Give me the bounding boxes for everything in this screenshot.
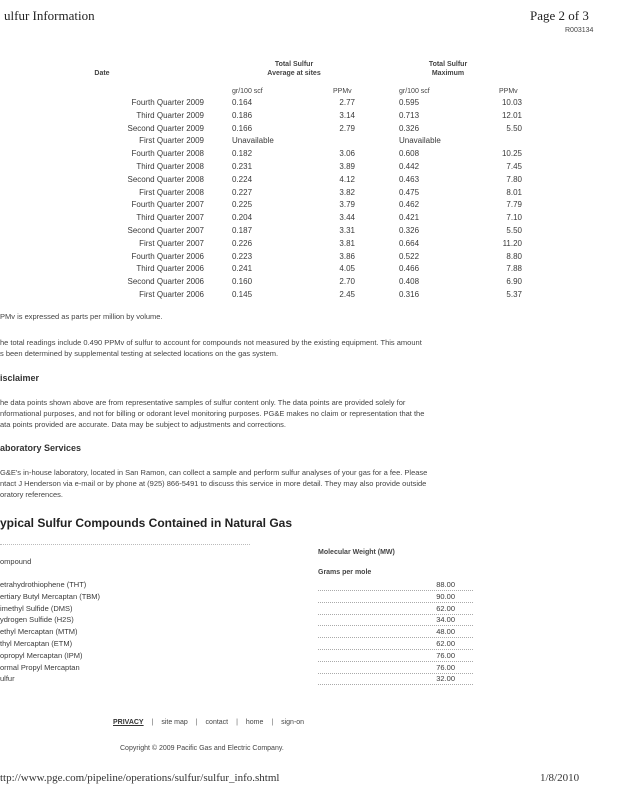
date-cell: First Quarter 2009: [139, 136, 204, 145]
compound-name: thyl Mercaptan (ETM): [0, 639, 73, 648]
laboratory-line2: ntact J Henderson via e-mail or by phone at (925) 866-5491 to discuss this service in more detail. They may also provide outside: [0, 479, 427, 488]
laboratory-line3: oratory references.: [0, 490, 63, 499]
molecular-weight: 90.00: [436, 592, 455, 601]
avg-ppmv-cell: 3.89: [339, 162, 355, 171]
max-ppmv-unit: PPMv: [499, 88, 518, 95]
max-gr-cell: 0.463: [399, 175, 420, 184]
molecular-weight: 62.00: [436, 604, 455, 613]
mw-unit-header: Grams per mole: [318, 569, 372, 576]
row-divider: [318, 661, 473, 662]
avg-ppmv-cell: 3.86: [339, 252, 355, 261]
max-ppmv-cell: 10.03: [501, 98, 522, 107]
row-divider: [318, 602, 473, 603]
disclaimer-line1: he data points shown above are from representative samples of sulfur content only. The data points are provided solely for: [0, 398, 406, 407]
compound-name: ethyl Mercaptan (MTM): [0, 627, 78, 636]
home-link[interactable]: home: [245, 719, 264, 726]
max-gr-cell: 0.462: [399, 200, 420, 209]
avg-ppmv-cell: 3.82: [339, 188, 355, 197]
molecular-weight: 76.00: [436, 651, 455, 660]
avg-gr-unit: gr/100 scf: [232, 88, 263, 95]
footer-separator: |: [195, 719, 198, 726]
max-gr-cell: 0.475: [399, 188, 420, 197]
max-gr-cell: 0.713: [399, 111, 420, 120]
max-ppmv-cell: 8.80: [506, 252, 522, 261]
footer-links: [113, 719, 304, 726]
avg-gr-cell: 0.187: [232, 226, 253, 235]
disclaimer-line3: ata points provided are accurate. Data may be subject to adjustments and corrections.: [0, 420, 286, 429]
avg-gr-cell: 0.241: [232, 264, 253, 273]
average-header-line1: Total Sulfur: [274, 61, 314, 68]
max-ppmv-cell: 7.80: [506, 175, 522, 184]
compounds-heading: ypical Sulfur Compounds Contained in Natural Gas: [0, 516, 293, 530]
compound-name: ulfur: [0, 674, 15, 683]
avg-gr-cell: 0.204: [232, 213, 253, 222]
avg-gr-cell: 0.223: [232, 252, 253, 261]
avg-ppmv-cell: 3.79: [339, 200, 355, 209]
date-cell: Third Quarter 2006: [136, 264, 204, 273]
avg-ppmv-cell: 3.14: [339, 111, 355, 120]
date-cell: Fourth Quarter 2006: [131, 252, 204, 261]
avg-gr-cell: 0.225: [232, 200, 253, 209]
date-column-header: Date: [94, 70, 110, 77]
avg-gr-cell: 0.182: [232, 149, 253, 158]
max-gr-cell: 0.421: [399, 213, 420, 222]
disclaimer-heading: isclaimer: [0, 373, 40, 383]
molecular-weight: 62.00: [436, 639, 455, 648]
max-ppmv-cell: 10.25: [501, 149, 522, 158]
page-number: Page 2 of 3: [530, 8, 589, 23]
site-map-link[interactable]: site map: [161, 719, 188, 726]
print-date: 1/8/2010: [540, 772, 580, 784]
molecular-weight: 88.00: [436, 580, 455, 589]
row-divider: [318, 637, 473, 638]
footer-separator: |: [271, 719, 274, 726]
molecular-weight: 34.00: [436, 615, 455, 624]
copyright: Copyright © 2009 Pacific Gas and Electric Company.: [120, 745, 284, 752]
max-gr-cell: 0.664: [399, 239, 420, 248]
average-header-line2: Average at sites: [267, 70, 321, 77]
maximum-header-line1: Total Sulfur: [428, 61, 468, 68]
max-gr-cell: 0.326: [399, 124, 420, 133]
row-divider: [318, 649, 473, 650]
max-ppmv-cell: 5.50: [506, 124, 522, 133]
max-gr-cell: 0.408: [399, 277, 420, 286]
footer-separator: |: [236, 719, 238, 726]
max-gr-cell: 0.595: [399, 98, 420, 107]
max-gr-cell: 0.326: [399, 226, 420, 235]
max-gr-unit: gr/100 scf: [399, 88, 430, 95]
total-readings-note-line2: s been determined by supplemental testing at selected locations on the gas system.: [0, 349, 279, 358]
max-ppmv-cell: 7.79: [506, 200, 522, 209]
avg-ppmv-unit: PPMv: [333, 88, 352, 95]
ppmv-note: PMv is expressed as parts per million by volume.: [0, 312, 163, 321]
avg-ppmv-cell: 3.44: [339, 213, 355, 222]
maximum-column-header: [398, 60, 498, 78]
avg-gr-cell: 0.164: [232, 98, 253, 107]
date-cell: Third Quarter 2008: [136, 162, 204, 171]
document-id: R003134: [565, 27, 594, 34]
laboratory-heading: aboratory Services: [0, 443, 82, 453]
compound-name: imethyl Sulfide (DMS): [0, 604, 73, 613]
privacy-link[interactable]: PRIVACY: [113, 719, 144, 726]
max-gr-cell: 0.608: [399, 149, 420, 158]
max-gr-cell: 0.316: [399, 290, 420, 299]
molecular-weight: 76.00: [436, 663, 455, 672]
date-cell: Fourth Quarter 2007: [131, 200, 204, 209]
page-header-title: ulfur Information: [4, 8, 95, 23]
avg-ppmv-cell: 2.70: [339, 277, 355, 286]
max-ppmv-cell: 7.10: [506, 213, 522, 222]
date-cell: Fourth Quarter 2008: [131, 149, 204, 158]
date-cell: First Quarter 2008: [139, 188, 204, 197]
avg-gr-cell: 0.226: [232, 239, 253, 248]
max-ppmv-cell: 12.01: [501, 111, 522, 120]
max-gr-cell: 0.522: [399, 252, 420, 261]
max-ppmv-cell: 6.90: [506, 277, 522, 286]
date-cell: Second Quarter 2006: [127, 277, 204, 286]
avg-gr-cell: 0.160: [232, 277, 253, 286]
max-ppmv-cell: 8.01: [506, 188, 522, 197]
avg-ppmv-cell: 2.79: [339, 124, 355, 133]
avg-gr-cell: Unavailable: [232, 136, 274, 145]
max-gr-cell: 0.466: [399, 264, 420, 273]
max-gr-cell: 0.442: [399, 162, 420, 171]
date-cell: Third Quarter 2007: [136, 213, 204, 222]
avg-ppmv-cell: 4.12: [339, 175, 355, 184]
compound-name: ormal Propyl Mercaptan: [0, 663, 80, 672]
date-cell: Third Quarter 2009: [136, 111, 204, 120]
date-cell: Second Quarter 2007: [127, 226, 204, 235]
compound-name: opropyl Mercaptan (IPM): [0, 651, 83, 660]
row-divider: [318, 684, 473, 685]
molecular-weight: 48.00: [436, 627, 455, 636]
avg-ppmv-cell: 2.77: [339, 98, 355, 107]
avg-ppmv-cell: 3.31: [339, 226, 355, 235]
contact-link[interactable]: contact: [205, 719, 229, 726]
max-ppmv-cell: 5.50: [506, 226, 522, 235]
total-readings-note-line1: he total readings include 0.490 PPMv of sulfur to account for compounds not measured by the existing equipment. This amount: [0, 338, 422, 347]
compound-column-header: ompound: [0, 557, 32, 566]
avg-ppmv-cell: 2.45: [339, 290, 355, 299]
avg-ppmv-cell: 3.06: [339, 149, 355, 158]
avg-gr-cell: 0.145: [232, 290, 253, 299]
footer-separator: |: [151, 719, 154, 726]
row-divider: [318, 625, 473, 626]
avg-ppmv-cell: 4.05: [339, 264, 355, 273]
mw-column-header: Molecular Weight (MW): [318, 549, 395, 556]
sign-on-link[interactable]: sign-on: [281, 719, 305, 726]
avg-gr-cell: 0.231: [232, 162, 253, 171]
date-cell: First Quarter 2007: [139, 239, 204, 248]
compound-name: etrahydrothiophene (THT): [0, 580, 87, 589]
max-gr-cell: Unavailable: [399, 136, 441, 145]
avg-ppmv-cell: 3.81: [339, 239, 355, 248]
molecular-weight: 32.00: [436, 674, 455, 683]
max-ppmv-cell: 7.45: [506, 162, 522, 171]
avg-gr-cell: 0.227: [232, 188, 253, 197]
page-url: ttp://www.pge.com/pipeline/operations/sulfur/sulfur_info.shtml: [0, 772, 280, 784]
compounds-divider: [0, 544, 250, 545]
compound-name: ydrogen Sulfide (H2S): [0, 615, 74, 624]
date-cell: First Quarter 2006: [139, 290, 204, 299]
date-cell: Fourth Quarter 2009: [131, 98, 204, 107]
avg-gr-cell: 0.166: [232, 124, 253, 133]
maximum-header-line2: Maximum: [431, 70, 465, 77]
disclaimer-line2: nformational purposes, and not for billing or odorant level monitoring purposes. PG&E makes no claim or representation that the: [0, 409, 425, 418]
row-divider: [318, 590, 473, 591]
date-cell: Second Quarter 2008: [127, 175, 204, 184]
date-cell: Second Quarter 2009: [127, 124, 204, 133]
average-column-header: [244, 60, 344, 78]
laboratory-line1: G&E's in-house laboratory, located in San Ramon, can collect a sample and perform sulfur analyses of your gas for a fee. Please: [0, 468, 428, 477]
compound-name: ertiary Butyl Mercaptan (TBM): [0, 592, 101, 601]
max-ppmv-cell: 7.88: [506, 264, 522, 273]
max-ppmv-cell: 11.20: [502, 239, 522, 248]
avg-gr-cell: 0.186: [232, 111, 253, 120]
max-ppmv-cell: 5.37: [506, 290, 522, 299]
avg-gr-cell: 0.224: [232, 175, 253, 184]
